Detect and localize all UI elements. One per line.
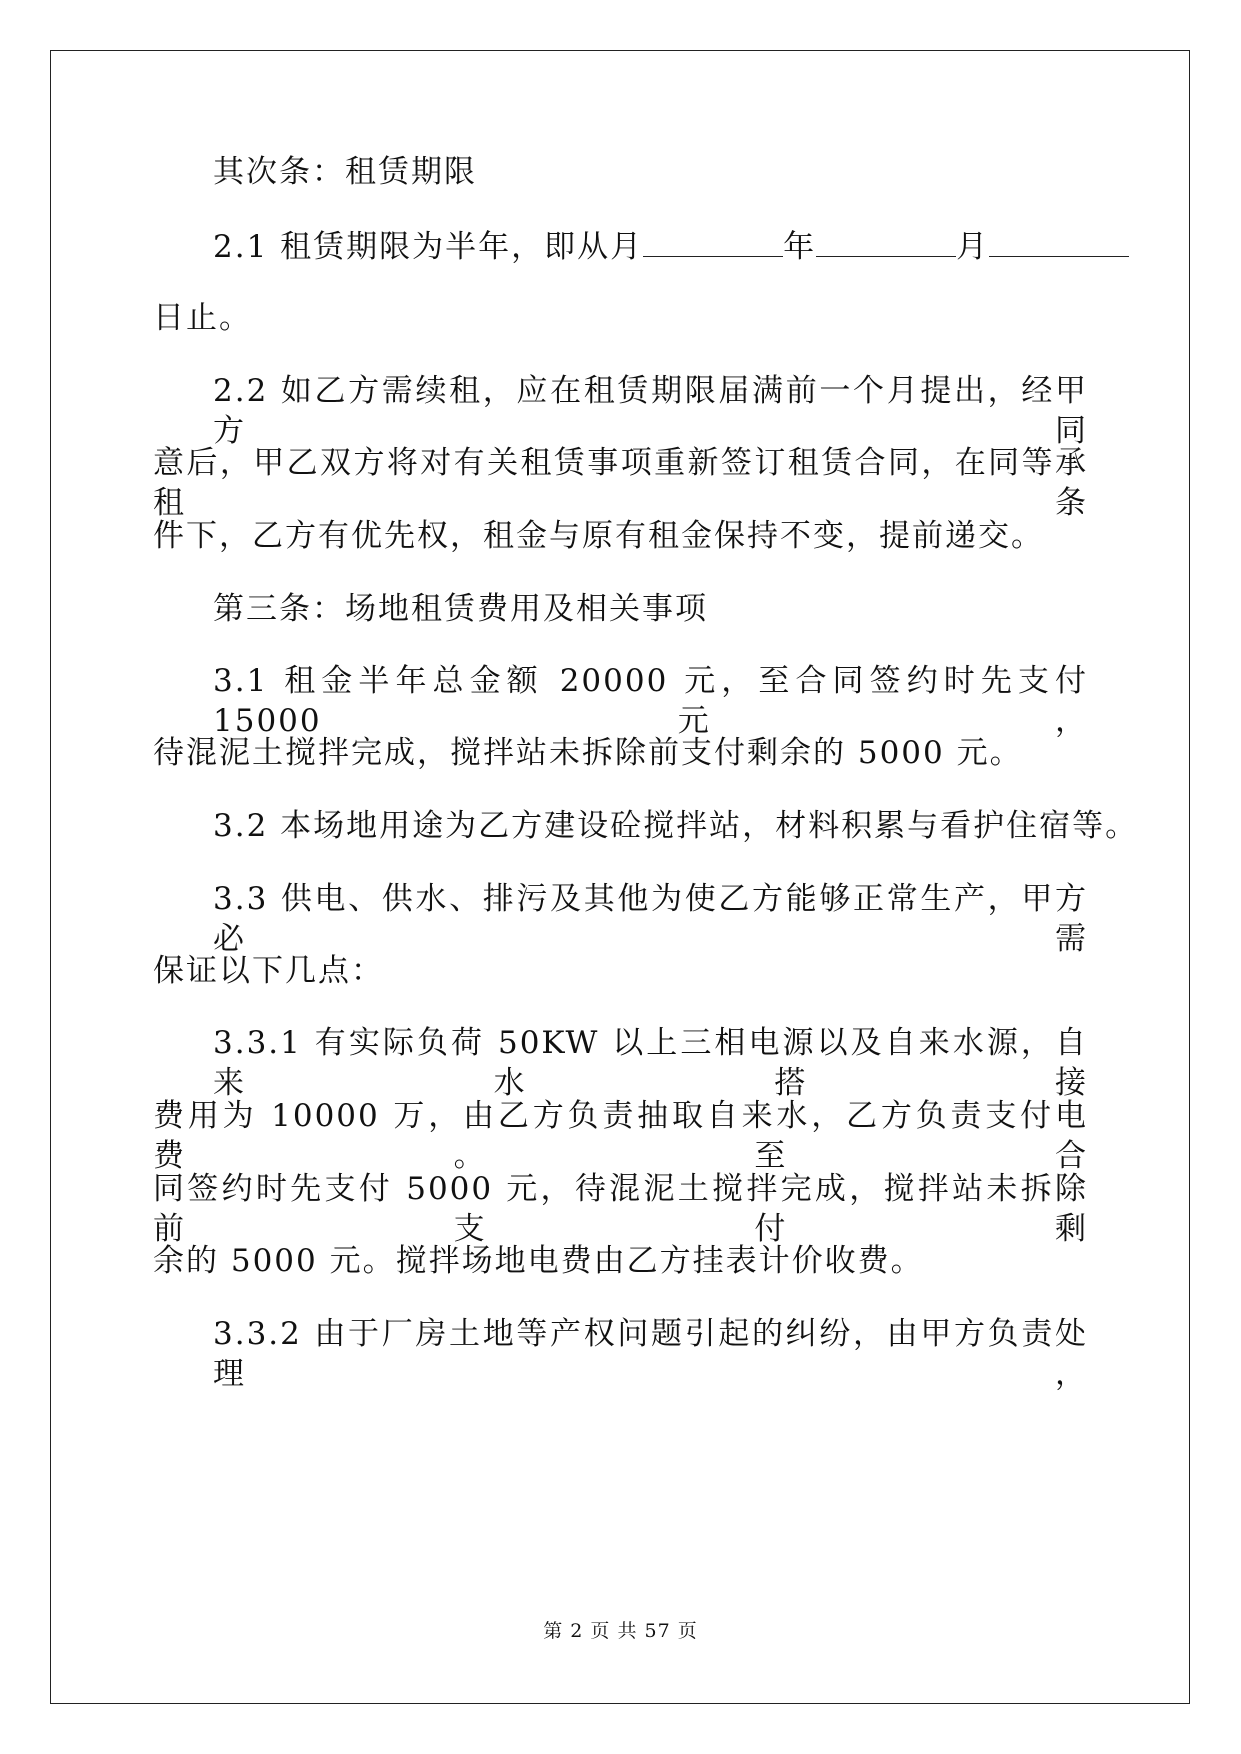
paragraph-line: 3.2 本场地用途为乙方建设砼搅拌站，材料积累与看护住宿等。 (213, 808, 1139, 844)
paragraph-line: 费用为 10000 万，由乙方负责抽取自来水，乙方负责支付电费。至合 (153, 1098, 1088, 1174)
section-heading: 其次条：租赁期限 (213, 154, 477, 190)
page-number: 第 2 页 共 57 页 (543, 1620, 698, 1642)
clause-text: 2.1 租赁期限为半年，即从月 (213, 229, 644, 265)
paragraph-line: 3.3 供电、供水、排污及其他为使乙方能够正常生产，甲方必需 (213, 881, 1088, 957)
clause-text: 年 (783, 229, 817, 265)
section-heading: 第三条：场地租赁费用及相关事项 (213, 591, 708, 627)
blank-field (989, 226, 1129, 257)
paragraph-line: 2.2 如乙方需续租，应在租赁期限届满前一个月提出，经甲方同 (213, 373, 1088, 449)
blank-field (643, 226, 783, 257)
paragraph-line (213, 226, 1148, 267)
paragraph-line: 保证以下几点： (153, 953, 384, 989)
paragraph-line: 同签约时先支付 5000 元，待混泥土搅拌完成，搅拌站未拆除前支付剩 (153, 1171, 1088, 1247)
paragraph-line: 3.3.1 有实际负荷 50KW 以上三相电源以及自来水源，自来水搭接 (213, 1025, 1088, 1101)
paragraph-line: 件下，乙方有优先权，租金与原有租金保持不变，提前递交。 (153, 518, 1044, 554)
paragraph-line: 日止。 (153, 300, 252, 336)
paragraph-line: 待混泥土搅拌完成，搅拌站未拆除前支付剩余的 5000 元。 (153, 735, 1023, 771)
paragraph-line: 3.3.2 由于厂房土地等产权问题引起的纠纷，由甲方负责处理， (213, 1316, 1088, 1392)
paragraph-line: 意后，甲乙双方将对有关租赁事项重新签订租赁合同，在同等承租条 (153, 445, 1088, 521)
paragraph-line: 余的 5000 元。搅拌场地电费由乙方挂表计价收费。 (153, 1243, 924, 1279)
paragraph-line: 3.1 租金半年总金额 20000 元，至合同签约时先支付 15000 元， (213, 663, 1088, 739)
blank-field (816, 226, 956, 257)
clause-text: 月 (956, 229, 990, 265)
